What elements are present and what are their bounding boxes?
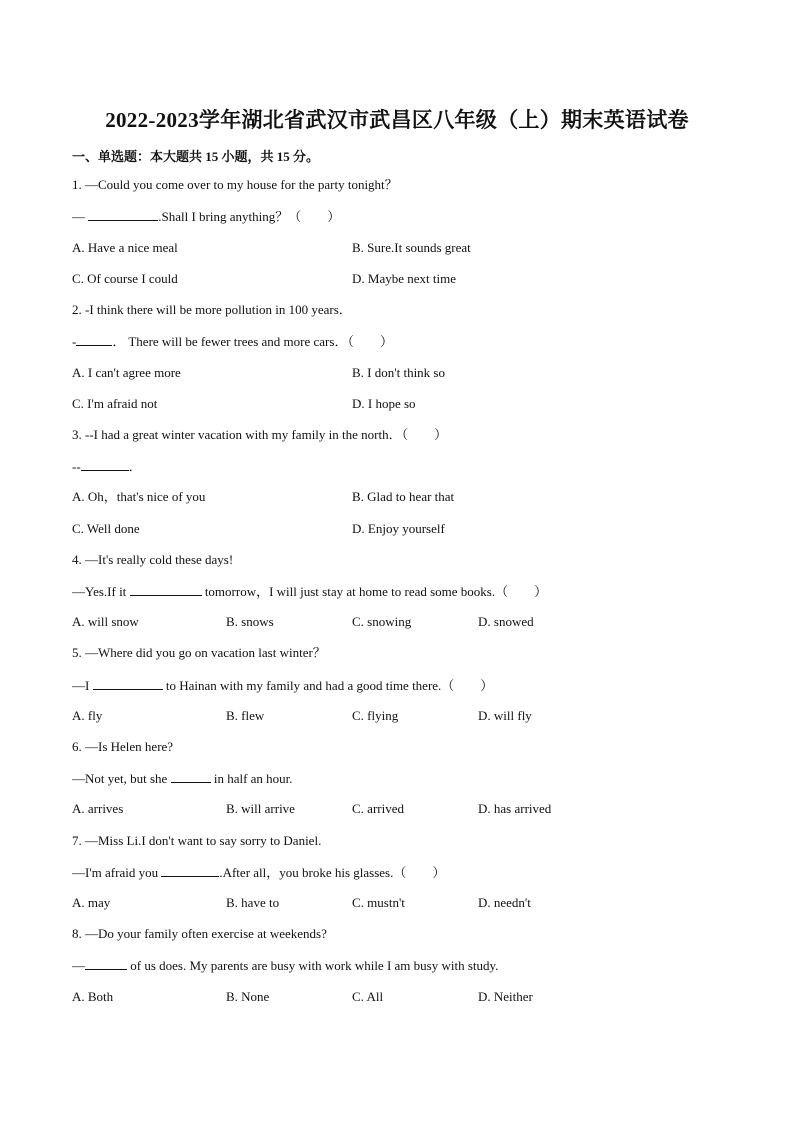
question-text: 3. --I had a great winter vacation with my family in the north．（ ） — [72, 427, 448, 442]
option-a[interactable]: A. will snow — [72, 614, 139, 629]
question-1-stem — [72, 177, 398, 193]
reply-text: in half an hour. — [210, 771, 293, 786]
answer-blank[interactable] — [85, 957, 127, 970]
question-7-reply — [72, 864, 445, 881]
question-text: 5. —Where did you go on vacation last winter？ — [72, 645, 326, 660]
reply-text: -- — [72, 459, 81, 474]
option-d[interactable]: D. Enjoy yourself — [352, 521, 445, 536]
option-d[interactable]: D. Neither — [478, 989, 533, 1004]
reply-text: ． — [128, 459, 142, 474]
option-a[interactable]: A. Have a nice meal — [72, 240, 178, 255]
option-b[interactable]: B. I don't think so — [352, 365, 445, 380]
question-text: 8. —Do your family often exercise at weekends? — [72, 926, 327, 941]
reply-text: tomorrow，I will just stay at home to read some books.（ ） — [201, 584, 548, 599]
question-3-stem — [72, 427, 447, 443]
option-a[interactable]: A. may — [72, 895, 111, 910]
question-7-stem — [72, 833, 321, 849]
question-6-stem — [72, 739, 173, 755]
answer-blank[interactable] — [88, 208, 158, 221]
exam-title: 2022-2023学年湖北省武汉市武昌区八年级（上）期末英语试卷 — [105, 108, 689, 132]
option-d[interactable]: D. Maybe next time — [352, 271, 456, 286]
answer-blank[interactable] — [130, 583, 202, 596]
answer-blank[interactable] — [81, 458, 129, 471]
option-b[interactable]: B. Sure.It sounds great — [352, 240, 471, 255]
answer-blank[interactable] — [161, 864, 219, 877]
question-6-reply — [72, 770, 293, 787]
option-c[interactable]: C. I'm afraid not — [72, 396, 158, 411]
question-2-stem — [72, 302, 352, 318]
reply-text: —Yes.If it — [72, 584, 130, 599]
question-2-reply — [72, 333, 393, 350]
reply-text: - — [72, 334, 77, 349]
question-text: 6. —Is Helen here? — [72, 739, 174, 754]
question-8-reply — [72, 957, 498, 974]
option-d[interactable]: D. snowed — [478, 614, 534, 629]
question-4-reply — [72, 583, 547, 600]
reply-text: —I'm afraid you — [72, 865, 162, 880]
option-d[interactable]: D. needn't — [478, 895, 531, 910]
question-8-stem — [72, 926, 327, 942]
question-text: 7. —Miss Li.I don't want to say sorry to Daniel. — [72, 833, 322, 848]
option-b[interactable]: B. None — [226, 989, 270, 1004]
question-4-stem — [72, 552, 233, 568]
option-a[interactable]: A. Oh，that's nice of you — [72, 489, 206, 504]
option-b[interactable]: B. will arrive — [226, 801, 295, 816]
option-c[interactable]: C. Of course I could — [72, 271, 178, 286]
option-a[interactable]: A. fly — [72, 708, 103, 723]
answer-blank[interactable] — [76, 333, 112, 346]
option-c[interactable]: C. snowing — [352, 614, 412, 629]
question-text: 2. -I think there will be more pollution in 100 years． — [72, 302, 352, 317]
question-5-stem — [72, 645, 326, 661]
option-a[interactable]: A. Both — [72, 989, 114, 1004]
option-c[interactable]: C. arrived — [352, 801, 404, 816]
question-5-reply — [72, 677, 493, 694]
reply-text: — — [72, 209, 89, 224]
question-1-reply — [72, 208, 340, 225]
option-d[interactable]: D. I hope so — [352, 396, 416, 411]
reply-text: .After all，you broke his glasses.（ ） — [219, 865, 446, 880]
reply-text: to Hainan with my family and had a good time there.（ ） — [162, 678, 494, 693]
option-c[interactable]: C. flying — [352, 708, 399, 723]
option-b[interactable]: B. flew — [226, 708, 265, 723]
reply-text: — — [72, 958, 85, 973]
option-c[interactable]: C. mustn't — [352, 895, 405, 910]
question-text: 4. —It's really cold these days! — [72, 552, 234, 567]
option-a[interactable]: A. arrives — [72, 801, 124, 816]
option-b[interactable]: B. snows — [226, 614, 274, 629]
option-d[interactable]: D. has arrived — [478, 801, 552, 816]
reply-text: —Not yet, but she — [72, 771, 171, 786]
option-a[interactable]: A. I can't agree more — [72, 365, 181, 380]
reply-text: ． There will be fewer trees and more cars．（ ） — [112, 334, 393, 349]
option-c[interactable]: C. All — [352, 989, 384, 1004]
section-heading: 一、单选题：本大题共 15 小题，共 15 分。 — [72, 149, 320, 164]
option-b[interactable]: B. Glad to hear that — [352, 489, 455, 504]
option-c[interactable]: C. Well done — [72, 521, 140, 536]
answer-blank[interactable] — [93, 677, 163, 690]
answer-blank[interactable] — [171, 770, 211, 783]
reply-text: of us does. My parents are busy with work while I am busy with study. — [127, 958, 499, 973]
question-text: 1. —Could you come over to my house for the party tonight？ — [72, 177, 398, 192]
question-3-reply — [72, 458, 142, 475]
reply-text: .Shall I bring anything？（ ） — [158, 209, 341, 224]
option-b[interactable]: B. have to — [226, 895, 280, 910]
reply-text: —I — [72, 678, 93, 693]
option-d[interactable]: D. will fly — [478, 708, 532, 723]
